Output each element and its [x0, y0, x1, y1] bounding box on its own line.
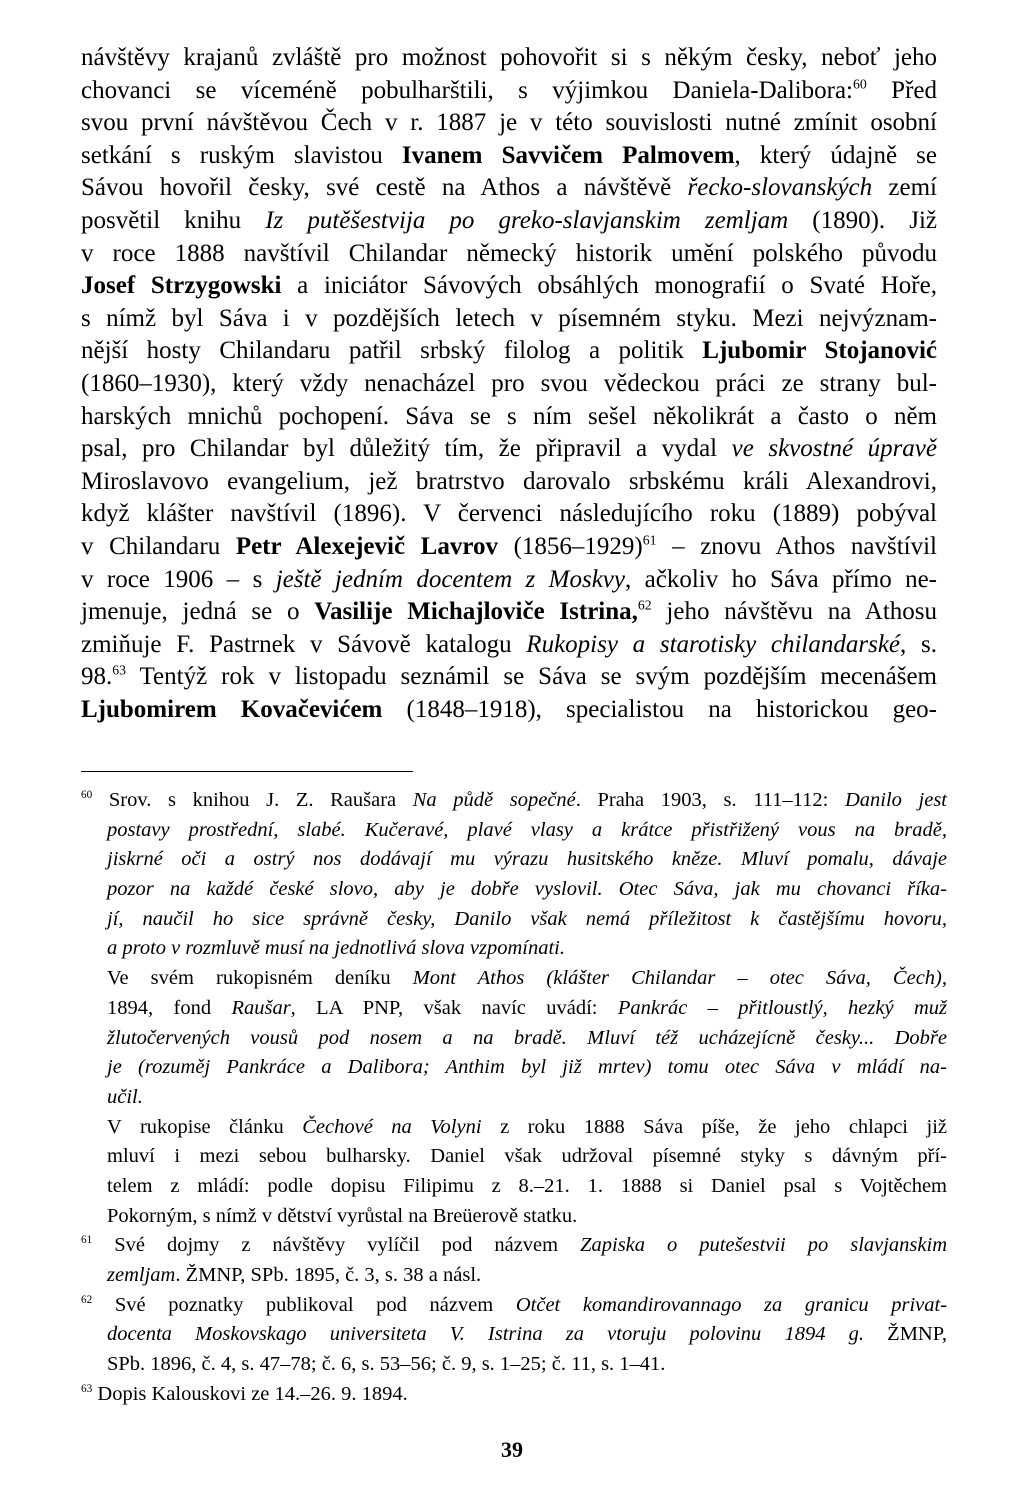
- footnote-number: 62: [81, 1293, 93, 1306]
- text-line: svou první návštěvou Čech v r. 1887 je v této souvislosti nutné zmínit osobní: [81, 109, 937, 137]
- text-line: $^{61}$ Své dojmy z návštěvy vylíčil pod názvem Zapiska o putešestvii po slavjanskim: [81, 1234, 948, 1257]
- text-line: pozor na každé české slovo, aby je dobře vyslovil. Otec Sáva, jak mu chovanci říka-: [107, 878, 947, 901]
- person-name: Ivanem Savvičem Palmovem: [401, 141, 735, 169]
- text-line: jí, naučil ho sice správně česky, Danilo však nemá příležitost k častějšímu hovoru,: [107, 907, 947, 930]
- text-line: telem z mládí: podle dopisu Filipimu z 8.–21. 1. 1888 si Daniel psal s Vojtěchem: [107, 1174, 947, 1197]
- page-number: 39: [501, 1437, 523, 1462]
- text-line: učil.: [107, 1085, 143, 1108]
- person-name: Petr Alexejevič Lavrov: [235, 532, 498, 560]
- text-line: harských mnichů pochopení. Sáva se s ním sešel několikrát a často o něm: [81, 402, 937, 430]
- footnote-60: [81, 786, 947, 1231]
- text-line: jmenuje, jedná se o Vasilije Michajloviče Istrina,$^{62}$ jeho návštěvu na Athosu: [81, 597, 937, 626]
- book-title: Iz putěšestvija po greko-slavjanskim zemljam: [265, 206, 789, 234]
- footnote-ref[interactable]: 63: [112, 662, 126, 678]
- text-line: Ljubomirem Kovačevićem (1848–1918), specialistou na historickou geo-: [81, 695, 938, 723]
- footnote-number: 63: [81, 1382, 93, 1395]
- book-title: Rukopisy a starotisky chilandarské: [526, 630, 901, 658]
- text-line: $^{62}$ Své poznatky publikoval pod názvem Otčet komandirovannago za granicu privat-: [81, 1293, 948, 1316]
- text-line: a proto v rozmluvě musí na jednotlivá slova vzpomínati.: [107, 937, 565, 960]
- text-line: Miroslavovo evangelium, jež bratrstvo darovalo srbskému králi Alexandrovi,: [81, 467, 937, 495]
- footnote-separator: [81, 771, 413, 772]
- footnote-ref[interactable]: 62: [637, 597, 652, 613]
- body-paragraph: [81, 42, 937, 726]
- main-text: [81, 42, 937, 726]
- footnotes: [81, 786, 947, 1409]
- text-line: 1894, fond Raušar, LA PNP, však navíc uvádí: Pankrác – přitloustlý, hezký muž: [107, 996, 947, 1019]
- text-line: docenta Moskovskago universiteta V. Istrina za vtoruju polovinu 1894 g. ŽMNP,: [107, 1323, 947, 1346]
- text-line: zemljam. ŽMNP, SPb. 1895, č. 3, s. 38 a násl.: [107, 1264, 482, 1286]
- text-line: v roce 1906 – s ještě jedním docentem z Moskvy, ačkoliv ho Sáva přímo ne-: [81, 565, 938, 593]
- text-line: Ve svém rukopisném deníku Mont Athos (klášter Chilandar – otec Sáva, Čech),: [107, 967, 948, 990]
- text-line: jiskrné oči a ostrý nos dodávají mu výrazu husitského kněze. Mluví pomalu, dávaje: [107, 848, 947, 871]
- text-line: když klášter navštívil (1896). V červenci následujícího roku (1889) pobýval: [81, 500, 937, 528]
- text-line: s nímž byl Sáva i v pozdějších letech v písemném styku. Mezi nejvýznam-: [81, 304, 937, 332]
- text-line: nější hosty Chilandaru patřil srbský filolog a politik Ljubomir Stojanović: [81, 337, 937, 365]
- text-line: Sávou hovořil česky, své cestě na Athos a návštěvě řecko-slovanských zemí: [81, 174, 937, 202]
- person-name: Ljubomirem Kovačevićem: [81, 695, 383, 723]
- text-line: návštěvy krajanů zvláště pro možnost pohovořit si s někým česky, neboť jeho: [81, 44, 937, 71]
- text-line: $^{63}$ Dopis Kalouskovi ze 14.–26. 9. 1894.: [81, 1382, 408, 1405]
- footnote-ref[interactable]: 61: [642, 532, 657, 548]
- person-name: Ljubomir Stojanović: [702, 337, 937, 365]
- footnote-number: 61: [81, 1234, 93, 1247]
- text-line: $^{60}$ Srov. s knihou J. Z. Raušara Na půdě sopečné. Praha 1903, s. 111–112: Danilo jest: [81, 789, 947, 811]
- text-line: Josef Strzygowski a iniciátor Sávových obsáhlých monografií o Svaté Hoře,: [81, 272, 937, 300]
- text-line: psal, pro Chilandar byl důležitý tím, že připravil a vydal ve skvostné úpravě: [81, 435, 937, 463]
- text-line: 98.63 Tentýž rok v listopadu seznámil se Sáva se svým pozdějším mecenášem: [81, 662, 937, 691]
- text-line: (1860–1930), který vždy nenacházel pro svou vědeckou práci ze strany bul-: [81, 369, 937, 397]
- text-line: zmiňuje F. Pastrnek v Sávově katalogu Rukopisy a starotisky chilandarské, s.: [81, 630, 937, 658]
- text-line: V rukopise článku Čechové na Volyni z roku 1888 Sáva píše, že jeho chlapci již: [107, 1115, 948, 1138]
- footnote-61: [81, 1231, 947, 1290]
- footnote-number: 60: [81, 789, 93, 802]
- text-line: posvětil knihu Iz putěšestvija po greko-slavjanskim zemljam (1890). Již: [81, 206, 937, 234]
- text-line: žlutočervených vousů pod nosem a na bradě. Mluví též ucházejícně česky... Dobře: [107, 1026, 947, 1049]
- person-name: Josef Strzygowski: [81, 272, 282, 300]
- text-line: postavy prostřední, slabé. Kučeravé, plavé vlasy a krátce přistřižený vous na bradě,: [107, 818, 947, 841]
- text-line: chovanci se víceméně pobulharštili, s výjimkou Daniela-Dalibora:$^{60}$ Před: [81, 75, 937, 104]
- text-line: SPb. 1896, č. 4, s. 47–78; č. 6, s. 53–56; č. 9, s. 1–25; č. 11, s. 1–41.: [107, 1353, 666, 1376]
- text-line: je (rozuměj Pankráce a Dalibora; Anthim byl již mrtev) tomu otec Sáva v mládí na-: [107, 1056, 947, 1079]
- text-line: Pokorným, s nímž v dětství vyrůstal na Breüerově statku.: [107, 1204, 578, 1227]
- text-line: v Chilandaru Petr Alexejevič Lavrov (1856–1929)$^{61}$ – znovu Athos navštívil: [81, 532, 937, 560]
- text-line: mluví i mezi sebou bulharsky. Daniel však udržoval písemné styky s dávným pří-: [107, 1145, 947, 1168]
- footnote-63: [81, 1380, 947, 1410]
- footnote-62: [81, 1291, 947, 1380]
- footnote-ref[interactable]: 60: [853, 75, 867, 91]
- text-line: v roce 1888 navštívil Chilandar německý historik umění polského původu: [81, 239, 937, 267]
- text-line: setkání s ruským slavistou Ivanem Savvičem Palmovem, který údajně se: [81, 141, 937, 169]
- person-name: Vasilije Michajloviče Istrina,: [314, 598, 638, 626]
